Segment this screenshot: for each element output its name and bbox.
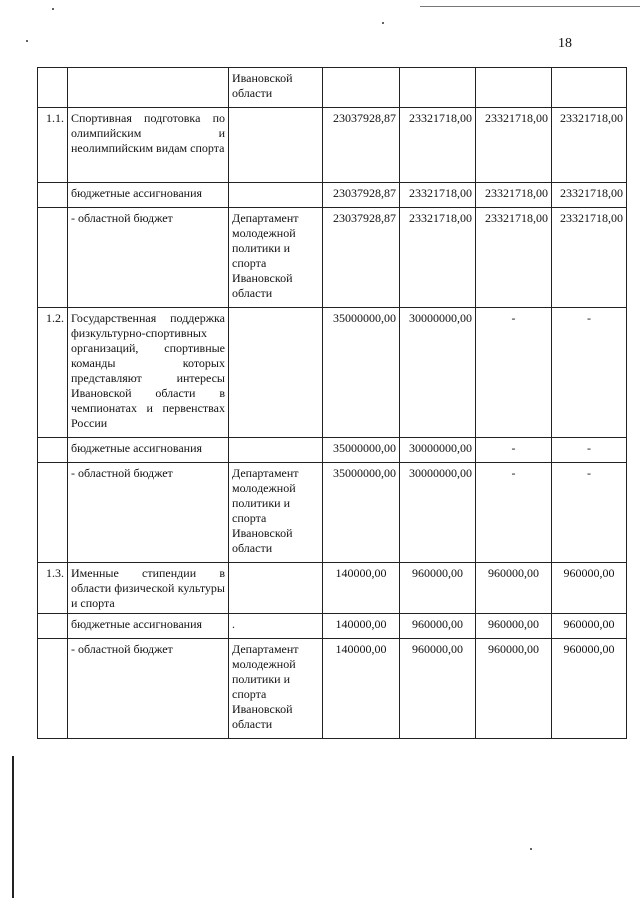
- row-index: [38, 68, 68, 108]
- row-value-year-3: 960000,00: [476, 563, 552, 614]
- row-value-year-4: -: [552, 438, 627, 463]
- row-executor: Департамент молодежной политики и спорта Ивановской области: [229, 639, 323, 739]
- row-name: - областной бюджет: [68, 463, 229, 563]
- row-value-year-3: [476, 68, 552, 108]
- row-value-year-2: 960000,00: [400, 639, 476, 739]
- row-value-year-1: 23037928,87: [323, 108, 400, 183]
- row-executor: [229, 438, 323, 463]
- row-value-year-3: -: [476, 308, 552, 438]
- table-row-source: [38, 639, 627, 739]
- row-index: 1.1.: [38, 108, 68, 183]
- row-name: Спортивная подготовка по олимпийским и неолимпийским видам спорта: [68, 108, 229, 183]
- row-name: бюджетные ассигнования: [68, 614, 229, 639]
- row-value-year-4: 960000,00: [552, 563, 627, 614]
- row-value-year-2: 23321718,00: [400, 183, 476, 208]
- row-executor: Департамент молодежной политики и спорта Ивановской области: [229, 463, 323, 563]
- row-value-year-2: 960000,00: [400, 614, 476, 639]
- row-value-year-4: 960000,00: [552, 614, 627, 639]
- row-name: - областной бюджет: [68, 208, 229, 308]
- row-executor: .: [229, 614, 323, 639]
- row-index: [38, 463, 68, 563]
- row-value-year-4: -: [552, 463, 627, 563]
- row-value-year-2: 23321718,00: [400, 208, 476, 308]
- row-value-year-4: [552, 68, 627, 108]
- row-name: бюджетные ассигнования: [68, 438, 229, 463]
- row-value-year-4: 23321718,00: [552, 183, 627, 208]
- row-value-year-2: 30000000,00: [400, 438, 476, 463]
- row-value-year-1: [323, 68, 400, 108]
- row-value-year-2: 30000000,00: [400, 463, 476, 563]
- row-index: [38, 639, 68, 739]
- row-value-year-4: 960000,00: [552, 639, 627, 739]
- table-row-measure: [38, 108, 627, 183]
- scan-artifact-dot: [382, 22, 384, 24]
- row-value-year-3: 23321718,00: [476, 208, 552, 308]
- scan-artifact-line: [420, 6, 640, 7]
- row-index: [38, 208, 68, 308]
- scan-margin-mark: [12, 756, 14, 898]
- row-value-year-3: 960000,00: [476, 614, 552, 639]
- scan-artifact-dot: [530, 848, 532, 850]
- row-executor: Департамент молодежной политики и спорта Ивановской области: [229, 208, 323, 308]
- row-index: [38, 614, 68, 639]
- row-executor: [229, 563, 323, 614]
- row-value-year-3: -: [476, 463, 552, 563]
- row-value-year-1: 140000,00: [323, 563, 400, 614]
- row-value-year-1: 140000,00: [323, 639, 400, 739]
- budget-table-body: [38, 68, 627, 739]
- row-value-year-3: -: [476, 438, 552, 463]
- row-value-year-2: 30000000,00: [400, 308, 476, 438]
- row-name: [68, 68, 229, 108]
- row-value-year-1: 35000000,00: [323, 463, 400, 563]
- row-index: 1.2.: [38, 308, 68, 438]
- row-value-year-1: 23037928,87: [323, 208, 400, 308]
- row-name: Государственная поддержка физкультурно-спортивных организаций, спортивные команды которых представляют интересы Ивановской области в чемпионатах и первенствах России: [68, 308, 229, 438]
- row-value-year-2: [400, 68, 476, 108]
- row-name: - областной бюджет: [68, 639, 229, 739]
- table-row-allocation: [38, 183, 627, 208]
- row-value-year-1: 140000,00: [323, 614, 400, 639]
- row-value-year-1: 35000000,00: [323, 308, 400, 438]
- row-executor: [229, 308, 323, 438]
- table-row-allocation: [38, 438, 627, 463]
- table-row-continuation: [38, 68, 627, 108]
- budget-table: [37, 67, 627, 739]
- page-number: 18: [558, 36, 572, 51]
- table-row-source: [38, 208, 627, 308]
- table-row-source: [38, 463, 627, 563]
- row-index: [38, 183, 68, 208]
- row-value-year-3: 23321718,00: [476, 108, 552, 183]
- row-executor: Ивановской области: [229, 68, 323, 108]
- row-value-year-2: 23321718,00: [400, 108, 476, 183]
- row-value-year-4: 23321718,00: [552, 208, 627, 308]
- row-value-year-3: 23321718,00: [476, 183, 552, 208]
- table-row-allocation: [38, 614, 627, 639]
- table-row-measure: [38, 308, 627, 438]
- table-row-measure: [38, 563, 627, 614]
- row-name: бюджетные ассигнования: [68, 183, 229, 208]
- row-name: Именные стипендии в области физической культуры и спорта: [68, 563, 229, 614]
- row-value-year-4: -: [552, 308, 627, 438]
- row-value-year-1: 23037928,87: [323, 183, 400, 208]
- row-value-year-3: 960000,00: [476, 639, 552, 739]
- row-index: [38, 438, 68, 463]
- row-executor: [229, 108, 323, 183]
- scan-artifact-dot: [26, 40, 28, 42]
- row-value-year-1: 35000000,00: [323, 438, 400, 463]
- scan-artifact-dot: [52, 8, 54, 10]
- row-value-year-4: 23321718,00: [552, 108, 627, 183]
- row-executor: [229, 183, 323, 208]
- row-value-year-2: 960000,00: [400, 563, 476, 614]
- row-index: 1.3.: [38, 563, 68, 614]
